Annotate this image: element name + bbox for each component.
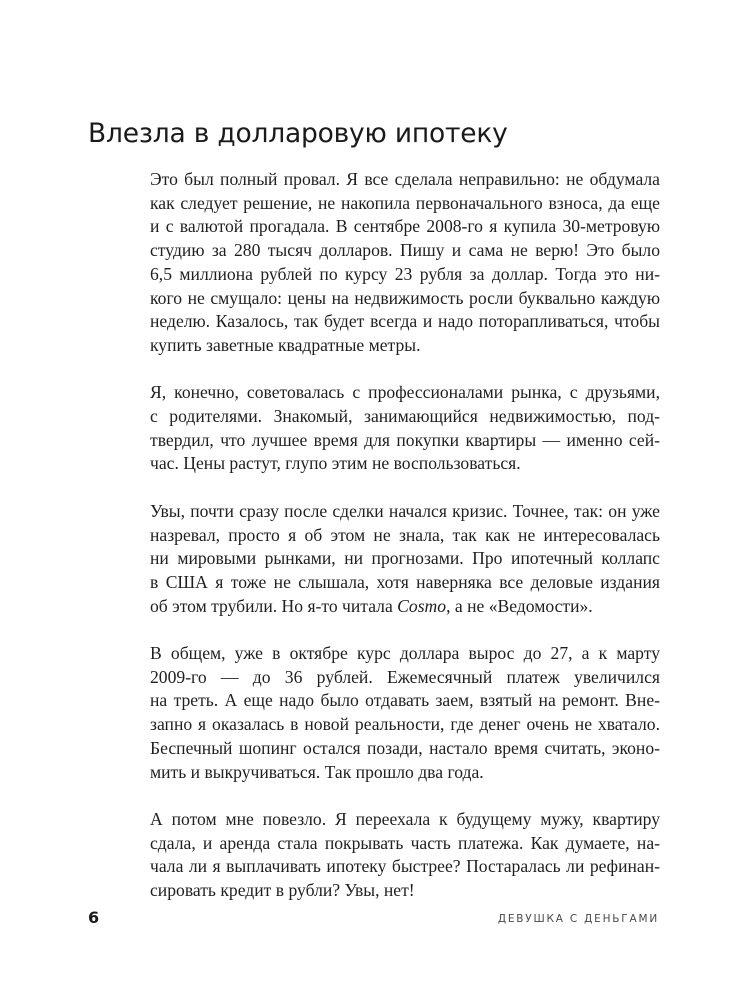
text-line: кого не смущало: цены на недвижимость росли буквально каждую bbox=[150, 287, 660, 308]
text-line: Увы, почти сразу после сделки начался кризис. Точнее, так: он уже bbox=[150, 500, 660, 521]
text-line: с родителями. Знакомый, занимающийся недвижимостью, под- bbox=[150, 406, 660, 427]
text-line: купить заветные квадратные метры. bbox=[150, 334, 421, 355]
text-line: час. Цены растут, глупо этим не воспользоваться. bbox=[150, 453, 521, 474]
text-line: неделю. Казалось, так будет всегда и надо поторапливаться, чтобы bbox=[150, 311, 660, 332]
text-line: Я, конечно, советовалась с профессионалами рынка, с друзьями, bbox=[150, 382, 660, 403]
text-line: 2009-го — до 36 рублей. Ежемесячный платеж увеличился bbox=[150, 666, 660, 687]
text-line: назревал, просто я об этом не знала, так как не интересовалась bbox=[150, 524, 660, 545]
text-line: А потом мне повезло. Я переехала к будущему мужу, квартиру bbox=[150, 808, 660, 829]
text-line: на треть. А еще надо было отдавать заем, взятый на ремонт. Вне- bbox=[150, 690, 660, 711]
text-line: чала ли я выплачивать ипотеку быстрее? Постаралась ли рефинан- bbox=[150, 856, 660, 877]
running-title: ДЕВУШКА С ДЕНЬГАМИ bbox=[497, 913, 659, 925]
text-line-with-italic bbox=[150, 595, 660, 619]
text-line: 6,5 миллиона рублей по курсу 23 рубля за доллар. Тогда это ни- bbox=[150, 263, 660, 284]
text-line: студию за 280 тысяч долларов. Пишу и сама не верю! Это было bbox=[150, 240, 660, 261]
text-line: как следует решение, не накопила первоначального взноса, да еще bbox=[150, 192, 660, 213]
text-line: Это был полный провал. Я все сделала неправильно: не обдумала bbox=[150, 169, 660, 189]
paragraph-2 bbox=[150, 381, 660, 476]
body-text bbox=[150, 168, 660, 926]
text-segment: об этом трубили. Но я-то читала bbox=[150, 595, 398, 616]
paragraph-1 bbox=[150, 168, 660, 358]
text-line: Беспечный шопинг остался позади, настало время считать, эконо- bbox=[150, 737, 660, 758]
text-line: твердил, что лучшее время для покупки квартиры — именно сей- bbox=[150, 429, 660, 450]
magazine-title-italic: Cosmo bbox=[397, 595, 447, 616]
text-line: В общем, уже в октябре курс доллара вырос до 27, а к марту bbox=[150, 643, 660, 664]
text-line: запно я оказалась в новой реальности, где денег очень не хватало. bbox=[150, 714, 660, 735]
text-line: в США я тоже не слышала, хотя наверняка все деловые издания bbox=[150, 571, 660, 592]
paragraph-3 bbox=[150, 500, 660, 619]
chapter-heading: Влезла в долларовую ипотеку bbox=[88, 118, 508, 149]
text-line: и с валютой прогадала. В сентябре 2008-го я купила 30-метровую bbox=[150, 216, 660, 237]
text-line: мить и выкручиваться. Так прошло два года. bbox=[150, 761, 484, 782]
text-line: сировать кредит в рубли? Увы, нет! bbox=[150, 880, 415, 901]
paragraph-5 bbox=[150, 808, 660, 903]
text-line: сдала, и аренда стала покрывать часть платежа. Как думаете, на- bbox=[150, 832, 660, 853]
text-line: ни мировыми рынками, ни прогнозами. Про ипотечный коллапс bbox=[150, 548, 660, 569]
page-number: 6 bbox=[88, 908, 100, 927]
text-segment: , а не «Ведомости». bbox=[446, 595, 593, 616]
paragraph-4 bbox=[150, 642, 660, 784]
